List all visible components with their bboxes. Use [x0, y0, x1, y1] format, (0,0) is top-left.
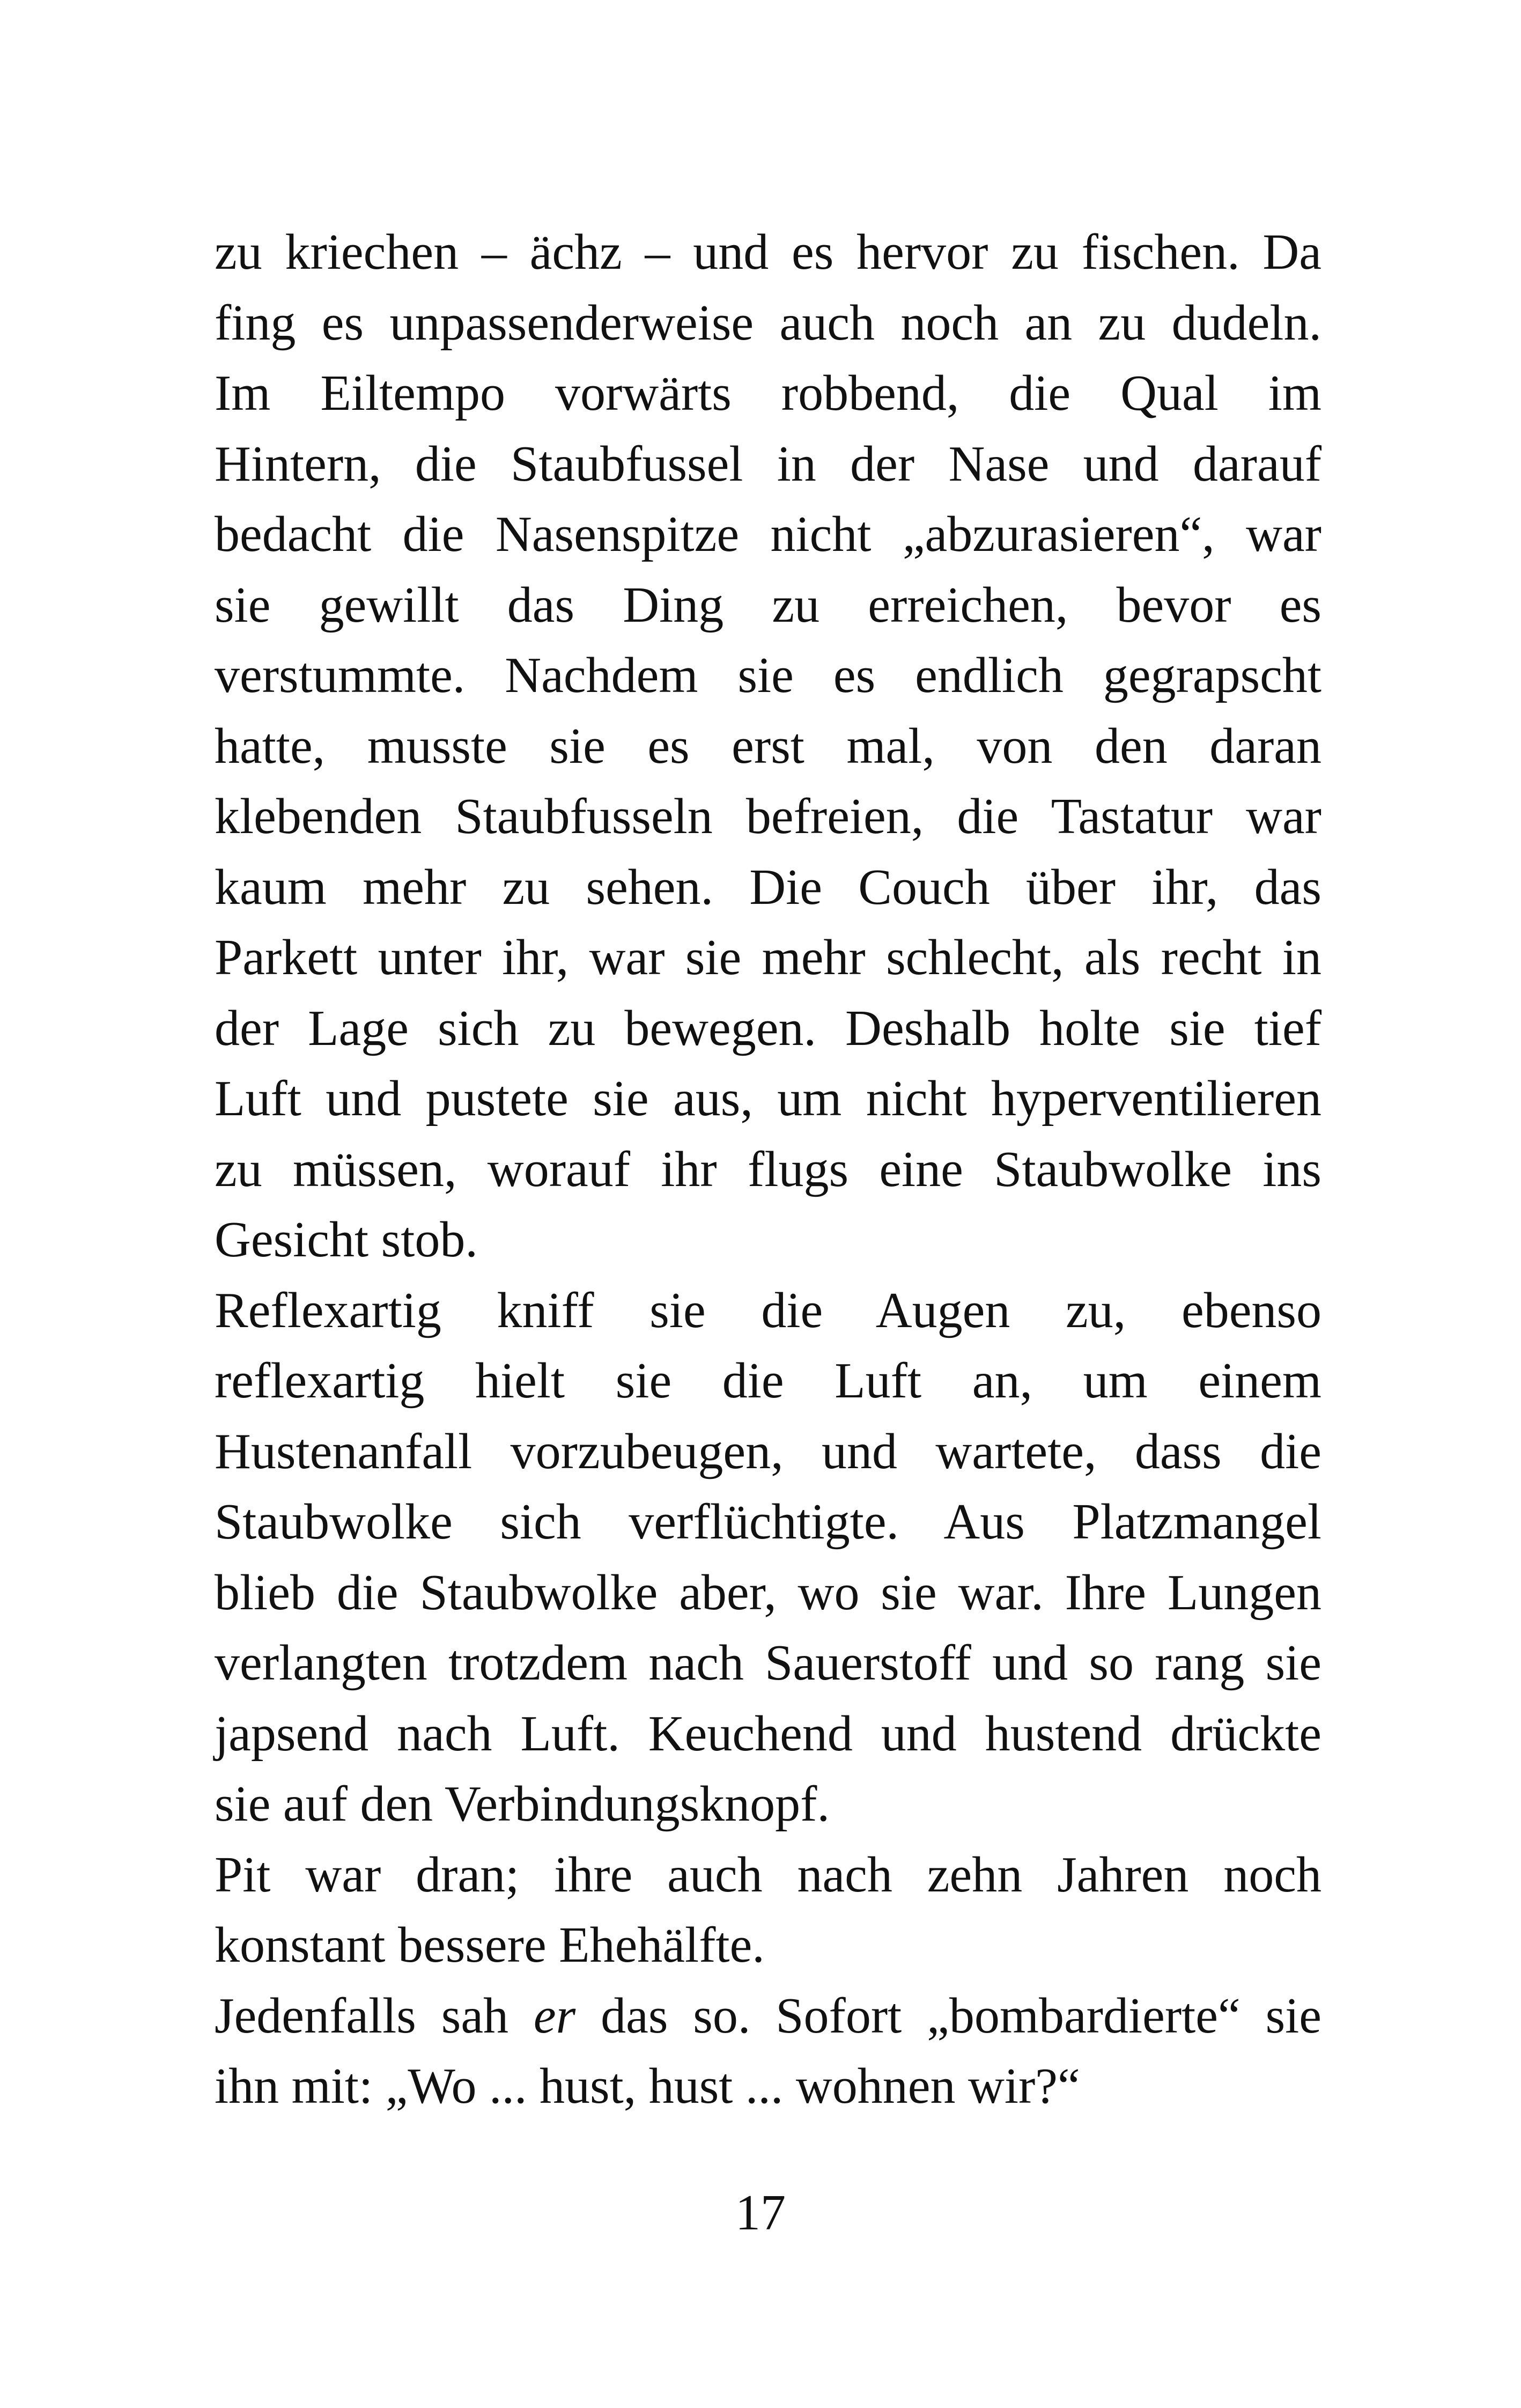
text-line: Hustenanfall vorzubeugen, und wartete, dass die [215, 1423, 1321, 1479]
text-line: sie auf den Verbindungsknopf. [215, 1776, 830, 1832]
text-line: Reflexartig kniff sie die Augen zu, ebenso [215, 1282, 1321, 1338]
text-line: zu müssen, worauf ihr flugs eine Staubwolke ins [215, 1141, 1321, 1197]
text-line: konstant bessere Ehehälfte. [215, 1917, 765, 1973]
text-line: blieb die Staubwolke aber, wo sie war. Ihre Lungen [215, 1564, 1321, 1621]
text-line: kaum mehr zu sehen. Die Couch über ihr, das [215, 859, 1321, 915]
text-line: Pit war dran; ihre auch nach zehn Jahren noch [215, 1846, 1321, 1903]
text-line: Staubwolke sich verflüchtigte. Aus Platzmangel [215, 1494, 1321, 1550]
text-line: verstummte. Nachdem sie es endlich gegrapscht [215, 647, 1321, 703]
text-line: Luft und pustete sie aus, um nicht hyperventilieren [215, 1071, 1321, 1126]
text-line-with-emphasis [215, 1981, 1321, 2052]
text-line: hatte, musste sie es erst mal, von den daran [215, 718, 1321, 774]
emphasized-word: er [533, 1987, 576, 2044]
text-line: reflexartig hielt sie die Luft an, um einem [215, 1353, 1321, 1409]
page-number: 17 [735, 2185, 786, 2241]
text-line: japsend nach Luft. Keuchend und hustend drückte [215, 1705, 1321, 1762]
text-line: Hintern, die Staubfussel in der Nase und darauf [215, 436, 1321, 492]
text-line: Im Eiltempo vorwärts robbend, die Qual im [215, 365, 1321, 421]
text-line: bedacht die Nasenspitze nicht „abzurasieren“, war [215, 506, 1321, 562]
text-segment: das so. Sofort „bombardierte“ sie [575, 1987, 1321, 2044]
body-text [215, 217, 1321, 2122]
text-line: Parkett unter ihr, war sie mehr schlecht, als recht in [215, 930, 1321, 985]
text-segment: Jedenfalls sah [215, 1987, 534, 2044]
text-line: verlangten trotzdem nach Sauerstoff und so rang sie [215, 1635, 1321, 1691]
text-line: klebenden Staubfusseln befreien, die Tastatur war [215, 789, 1321, 844]
text-line: Gesicht stob. [215, 1212, 478, 1268]
text-line: der Lage sich zu bewegen. Deshalb holte sie tief [215, 1000, 1321, 1056]
text-line: zu kriechen – ächz – und es hervor zu fischen. Da [215, 224, 1321, 280]
text-line: ihn mit: „Wo ... hust, hust ... wohnen wir?“ [215, 2058, 1080, 2114]
text-line: fing es unpassenderweise auch noch an zu dudeln. [215, 294, 1321, 351]
text-line: sie gewillt das Ding zu erreichen, bevor es [215, 577, 1321, 633]
